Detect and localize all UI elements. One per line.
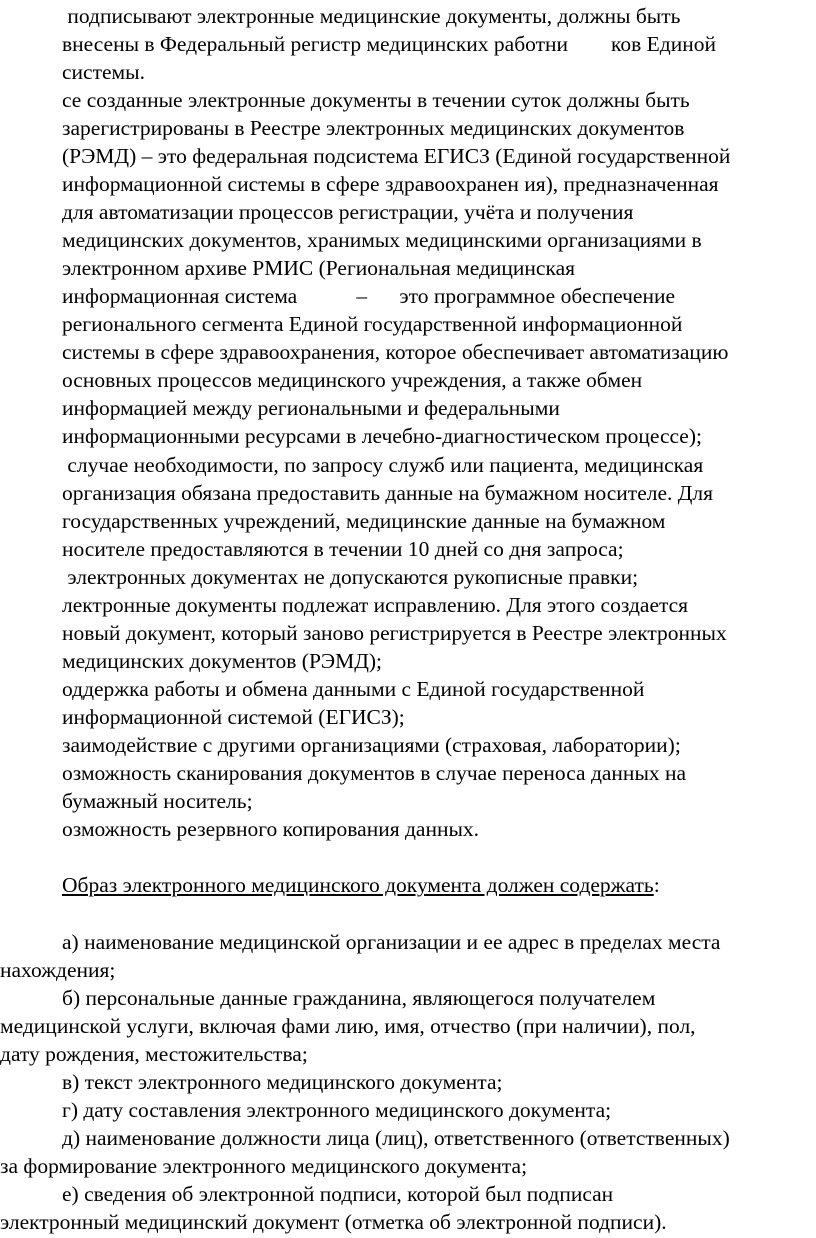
text-line: электронном архиве РМИС (Региональная медицинская [62,256,576,280]
text-line: медицинских документов (РЭМД); [62,649,383,673]
list-item-a-cont: нахождения; [0,958,116,982]
text-line: организация обязана предоставить данные на бумажном носителе. Для [62,481,714,505]
text-line: электронных документах не допускаются рукописные правки; [62,565,639,589]
list-item-e: д) наименование должности лица (лиц), ответственного (ответственных) [62,1126,730,1150]
text-line: информационной системы в сфере здравоохранен ия), предназначенная [62,172,719,196]
text-line: информационной системой (ЕГИСЗ); [62,705,405,729]
list-item-b: б) персональные данные гражданина, являющегося получателем [62,986,656,1010]
text-line: системы в сфере здравоохранения, которое обеспечивает автоматизацию [62,340,729,364]
text-line: информацией между региональными и федеральными [62,396,560,420]
list-item-b-cont: медицинской услуги, включая фами лию, имя, отчество (при наличии), пол, [0,1014,696,1038]
text-line: для автоматизации процессов регистрации, учёта и получения [62,200,634,224]
section-heading [62,871,660,899]
text-line: подписывают электронные медицинские документы, должны быть [62,4,681,28]
text-line: озможность резервного копирования данных. [62,817,480,841]
text-line: оддержка работы и обмена данными с Единой государственной [62,677,645,701]
text-line: зарегистрированы в Реестре электронных медицинских документов [62,116,685,140]
text-line: озможность сканирования документов в случае переноса данных на [62,761,687,785]
text-line: информационными ресурсами в лечебно-диагностическом процессе); [62,424,702,448]
text-line: информационная система – это программное обеспечение [62,284,676,308]
list-item-b-cont: дату рождения, местожительства; [0,1042,308,1066]
text-line: бумажный носитель; [62,789,253,813]
text-line: медицинских документов, хранимых медицинскими организациями в [62,228,702,252]
text-line: лектронные документы подлежат исправлению. Для этого создается [62,593,689,617]
list-item-f: е) сведения об электронной подписи, которой был подписан [62,1182,614,1206]
list-item-e-cont: за формирование электронного медицинского документа; [0,1154,528,1178]
section-heading-text: Образ электронного медицинского документа должен содержать [62,873,654,897]
text-line: носителе предоставляются в течении 10 дней со дня запроса; [62,537,624,561]
text-line: (РЭМД) – это федеральная подсистема ЕГИСЗ (Единой государственной [62,144,731,168]
list-item-a: а) наименование медицинской организации и ее адрес в пределах места [62,930,721,954]
text-line: государственных учреждений, медицинские данные на бумажном [62,509,666,533]
text-line: се созданные электронные документы в течении суток должны быть [62,88,690,112]
list-item-c: в) текст электронного медицинского документа; [62,1070,503,1094]
list-item-f-cont: электронный медицинский документ (отметка об электронной подписи). [0,1210,667,1234]
text-line: регионального сегмента Единой государственной информационной [62,312,683,336]
section-heading-colon: : [653,873,660,897]
text-line: случае необходимости, по запросу служб или пациента, медицинская [62,453,704,477]
text-line: внесены в Федеральный регистр медицинских работни ков Единой [62,32,716,56]
text-line: заимодействие с другими организациями (страховая, лаборатории); [62,733,681,757]
text-line: основных процессов медицинского учреждения, а также обмен [62,368,643,392]
text-line: системы. [62,60,145,84]
list-item-d: г) дату составления электронного медицинского документа; [62,1098,612,1122]
text-line: новый документ, который заново регистрируется в Реестре электронных [62,621,727,645]
